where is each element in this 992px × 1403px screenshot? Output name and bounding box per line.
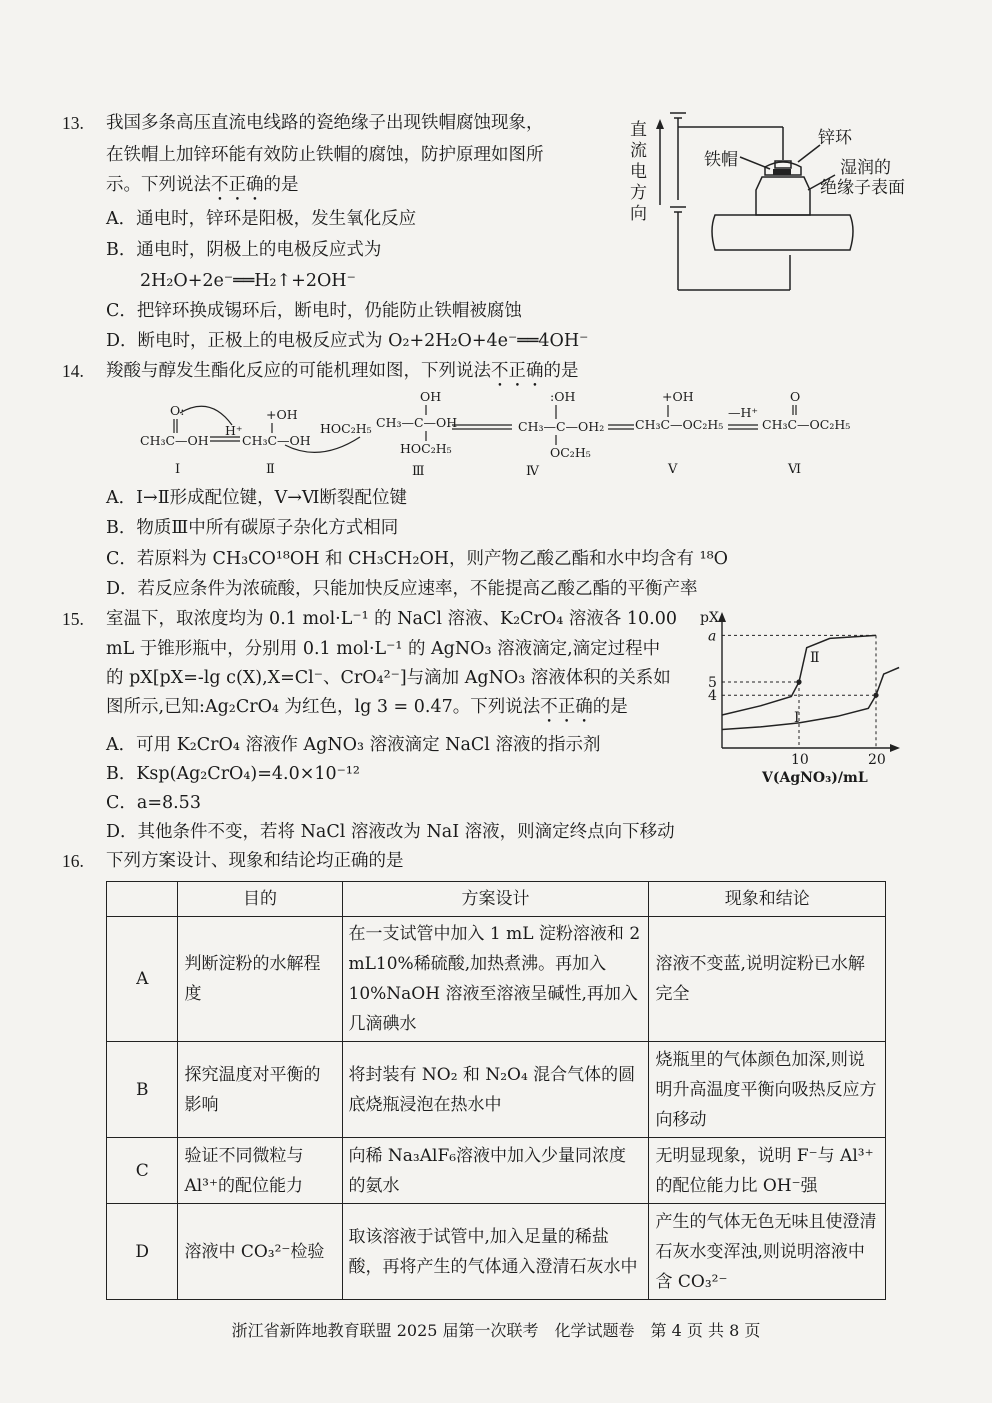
chart-series-II-label: Ⅱ (810, 650, 820, 666)
q15-option-a: A．可用 K₂CrO₄ 溶液作 AgNO₃ 溶液滴定 NaCl 溶液的指示剂 (106, 735, 601, 755)
q15-stem-tail: 的是 (592, 697, 628, 717)
q13-insulator-diagram (620, 105, 940, 295)
q13-option-d: D．断电时，正极上的电极反应式为 O₂+2H₂O+4e⁻══4OH⁻ (106, 331, 589, 351)
chart-y-label: pX (700, 610, 719, 626)
chart-x-tick-20: 20 (868, 752, 886, 768)
mech-label-II: Ⅱ (266, 462, 275, 477)
chart-y-tick-5: 5 (708, 675, 717, 691)
table-header-design: 方案设计 (342, 882, 649, 917)
row-result: 烧瓶里的气体颜色加深,则说明升高温度平衡向吸热反应方向移动 (649, 1042, 886, 1138)
q14-option-c: C．若原料为 CH₃CO¹⁸OH 和 CH₃CH₂OH，则产物乙酸乙酯和水中均含有 ¹⁸O (106, 549, 729, 569)
q15-number: 15. (62, 609, 84, 629)
mech-VI-top: O (790, 389, 801, 404)
q15-option-d: D．其他条件不变，若将 NaCl 溶液改为 NaI 溶液，则滴定终点向下移动 (106, 822, 675, 842)
table-row (107, 1042, 886, 1138)
row-label: B (107, 1042, 178, 1138)
row-design: 向稀 Na₃AlF₆溶液中加入少量同浓度的氨水 (342, 1138, 649, 1204)
q13-fig-current-3: 电 (630, 162, 647, 182)
q14-option-a: A．I→Ⅱ形成配位键，Ⅴ→Ⅵ断裂配位键 (106, 488, 408, 508)
table-header-purpose: 目的 (178, 882, 342, 917)
row-result: 溶液不变蓝,说明淀粉已水解完全 (649, 917, 886, 1042)
mech-I: CH₃C—OH (140, 433, 209, 448)
q14-option-b: B．物质Ⅲ中所有碳原子杂化方式相同 (106, 518, 399, 538)
q13-fig-zinc-ring: 锌环 (818, 128, 852, 148)
mech-hplus: H⁺ (225, 423, 243, 438)
q13-stem-text: 示。下列说法 (106, 175, 211, 195)
q13-emphasis: 不正确 (211, 175, 264, 195)
mech-minus-h: —H⁺ (728, 405, 758, 420)
q15-titration-chart (700, 606, 910, 788)
chart-equivalence-point (873, 693, 878, 698)
table-row (107, 1138, 886, 1204)
q15-stem-line2: mL 于锥形瓶中，分别用 0.1 mol·L⁻¹ 的 AgNO₃ 溶液滴定,滴定过程中 (106, 639, 661, 659)
q14-stem-text: 羧酸与醇发生酯化反应的可能机理如图，下列说法 (106, 361, 491, 381)
mech-III-bot: HOC₂H₅ (400, 441, 452, 456)
q13-stem-line2: 在铁帽上加锌环能有效防止铁帽的腐蚀，防护原理如图所 (106, 145, 544, 165)
chart-y-tick-4: 4 (708, 688, 717, 705)
mech-label-V: Ⅴ (668, 462, 678, 477)
mech-V-top: +OH (662, 389, 694, 404)
q13-fig-surface-1: 湿润的 (840, 158, 891, 178)
row-label: C (107, 1138, 178, 1204)
q13-fig-iron-cap: 铁帽 (704, 150, 738, 170)
q15-stem-line1: 室温下，取浓度均为 0.1 mol·L⁻¹ 的 NaCl 溶液、K₂CrO₄ 溶液各 10.00 (106, 609, 677, 629)
q13-option-b: B．通电时，阴极上的电极反应式为 (106, 240, 382, 260)
row-design: 在一支试管中加入 1 mL 淀粉溶液和 2 mL10%稀硫酸,加热煮沸。再加入 10%NaOH 溶液至溶液呈碱性,再加入几滴碘水 (342, 917, 649, 1042)
row-result: 产生的气体无色无味且使澄清石灰水变浑浊,则说明溶液中含 CO₃²⁻ (649, 1204, 886, 1300)
row-design: 取该溶液于试管中,加入足量的稀盐酸，再将产生的气体通入澄清石灰水中 (342, 1204, 649, 1300)
row-label: D (107, 1204, 178, 1300)
chart-equivalence-point (796, 679, 801, 684)
mech-label-III: Ⅲ (412, 464, 425, 479)
page-footer: 浙江省新阵地教育联盟 2025 届第一次联考 化学试题卷 第 4 页 共 8 页 (231, 1321, 761, 1340)
mech-I-o: O: (170, 403, 185, 418)
mech-II: CH₃C—OH (242, 433, 311, 448)
mech-hoc2h5: HOC₂H₅ (320, 421, 372, 436)
q15-stem-line4 (106, 692, 628, 727)
q14-option-d: D．若反应条件为浓硫酸，只能加快反应速率，不能提高乙酸乙酯的平衡产率 (106, 579, 698, 599)
q13-fig-current-4: 方 (630, 183, 647, 203)
mech-III-mid: CH₃—C—OH (376, 415, 458, 430)
q13-fig-surface-2: 绝缘子表面 (820, 178, 905, 198)
table-row (107, 1204, 886, 1300)
q16-stem: 下列方案设计、现象和结论均正确的是 (106, 851, 404, 871)
q14-emphasis: 不正确 (491, 361, 544, 381)
row-purpose: 验证不同微粒与 Al³⁺的配位能力 (178, 1138, 342, 1204)
mech-IV-mid: CH₃—C—OH₂ (518, 419, 605, 434)
q13-option-a: A．通电时，锌环是阳极，发生氧化反应 (106, 209, 417, 229)
q15-emphasis: 不正确 (540, 697, 593, 717)
chart-series-I-label: Ⅰ (794, 710, 800, 726)
chart-x-tick-10: 10 (791, 752, 809, 768)
mech-II-o: +OH (266, 407, 298, 422)
q13-fig-current-5: 向 (630, 204, 647, 224)
row-result: 无明显现象，说明 F⁻与 Al³⁺的配位能力比 OH⁻强 (649, 1138, 886, 1204)
q16-table (106, 881, 886, 1300)
q15-stem-text: 图所示,已知:Ag₂CrO₄ 为红色，lg 3 = 0.47。下列说法 (106, 697, 541, 717)
q15-option-b: B．Ksp(Ag₂CrO₄)=4.0×10⁻¹² (106, 764, 360, 784)
q13-stem-line3 (106, 170, 299, 205)
q13-stem-line1: 我国多条高压直流电线路的瓷绝缘子出现铁帽腐蚀现象， (106, 113, 544, 133)
chart-series-line-1 (722, 635, 876, 715)
table-header-row (107, 882, 886, 917)
mech-label-IV: Ⅳ (526, 464, 539, 479)
q13-fig-current-2: 流 (630, 141, 647, 161)
row-design: 将封装有 NO₂ 和 N₂O₄ 混合气体的圆底烧瓶浸泡在热水中 (342, 1042, 649, 1138)
q13-option-c: C．把锌环换成锡环后，断电时，仍能防止铁帽被腐蚀 (106, 301, 522, 321)
row-label: A (107, 917, 178, 1042)
chart-x-label: V(AgNO₃)/mL (762, 770, 868, 786)
table-row (107, 917, 886, 1042)
chart-series-line-2 (722, 668, 899, 730)
mech-label-I: I (175, 462, 181, 477)
table-header-result: 现象和结论 (649, 882, 886, 917)
q13-fig-current-1: 直 (630, 120, 647, 140)
q15-stem-line3: 的 pX[pX=-lg c(X),X=Cl⁻、CrO₄²⁻]与滴加 AgNO₃ 溶液体积的关系如 (106, 668, 671, 688)
mech-VI-mid: CH₃C—OC₂H₅ (762, 417, 851, 432)
row-purpose: 溶液中 CO₃²⁻检验 (178, 1204, 342, 1300)
q14-stem-tail: 的是 (543, 361, 579, 381)
q14-number: 14. (62, 361, 84, 381)
mech-V-mid: CH₃C—OC₂H₅ (635, 417, 724, 432)
chart-y-tick-a: a (708, 628, 717, 645)
mech-III-top: OH (420, 389, 442, 404)
table-header-blank (107, 882, 178, 917)
q15-option-c: C．a=8.53 (106, 793, 201, 813)
q13-stem-tail: 的是 (263, 175, 299, 195)
row-purpose: 判断淀粉的水解程度 (178, 917, 342, 1042)
q16-number: 16. (62, 851, 84, 871)
mech-label-VI: Ⅵ (788, 462, 802, 477)
q14-mechanism-diagram (130, 385, 870, 480)
q13-option-b-equation: 2H₂O+2e⁻══H₂↑+2OH⁻ (140, 271, 356, 291)
row-purpose: 探究温度对平衡的影响 (178, 1042, 342, 1138)
mech-IV-top: :OH (550, 389, 576, 404)
q13-number: 13. (62, 113, 84, 133)
mech-IV-bot: OC₂H₅ (550, 445, 591, 460)
